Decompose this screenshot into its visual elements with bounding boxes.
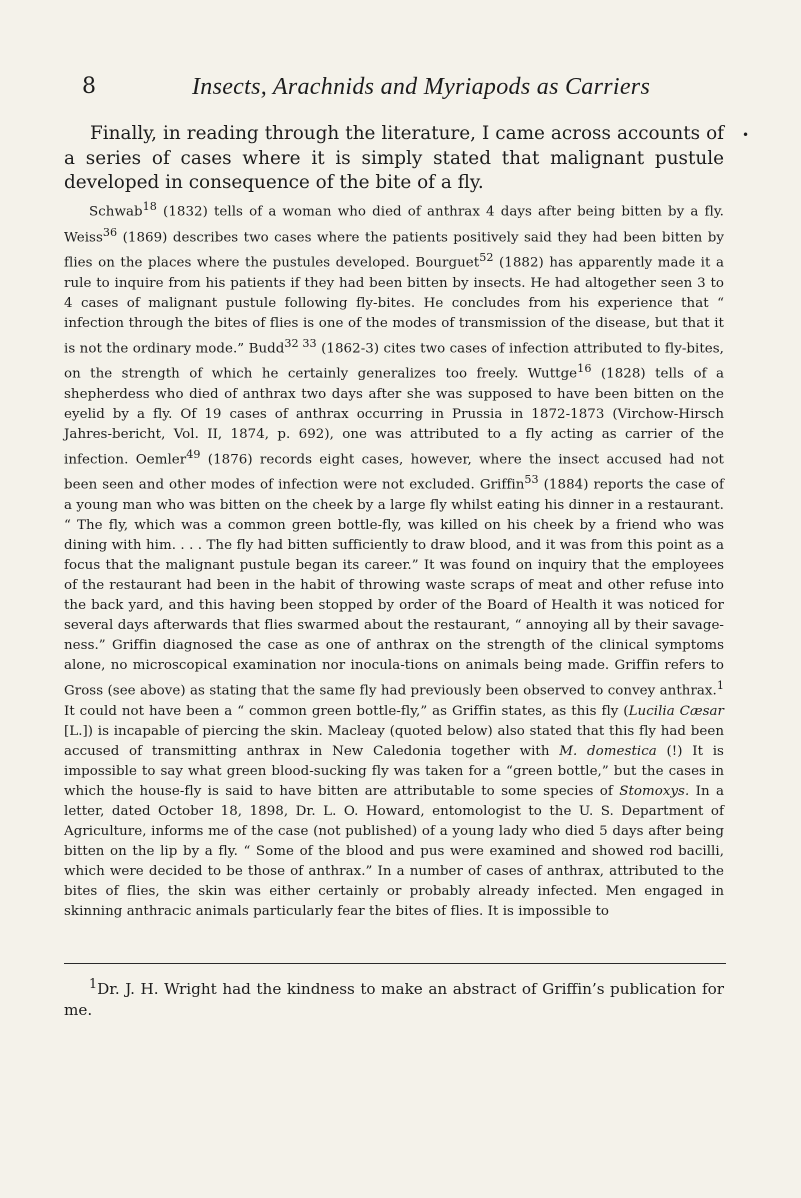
body-text: (1882) has apparently made it a rule to inquire from his patients if they had been bitten by insects. He had altogether seen 3 to 4 cases of malignant pustule following fly-bites. He concludes from his experience that “ infection through the bites of flies is one of the modes of transmission of the disease, but that it is not the ordinary mode.” Budd: [64, 255, 724, 357]
body-text: (1828) tells of a shepherdess who died of anthrax two days after she was supposed to have been bitten on the eyelid by a fly. Of 19 cases of anthrax occurring in Prussia in 1872-1873 (Virchow-Hirsch Jahres-bericht, Vol. II, 1874, p. 692), one was attributed to a fly acting as carrier of the infection. Oemler: [64, 366, 724, 468]
body-text: (1862-3) cites two cases of infection attributed to fly-bites, on the strength of which he certainly generalizes too freely. Wuttge: [64, 341, 724, 382]
body-text: (1884) reports the case of a young man who was bitten on the cheek by a large fly whilst eating his dinner in a restaurant. “ The fly, which was a common green bottle-fly, was killed on his cheek by a friend who was dining with him. . . . The fly had bitten sufficiently to draw blood, and it was from this point as a focus that the malignant pustule began its career.” It was found on inquiry that the employees of the restaurant had been in the habit of throwing waste scraps of meat and other refuse into the back yard, and this having been stopped by order of the Board of Health it was noticed for several days afterwards that flies swarmed about the restaurant, “ annoying all by their savage-ness.” Griffin diagnosed the case as one of anthrax on the strength of the clinical symptoms alone, no microscopical examination nor inocula-tions on animals being made. Griffin refers to Gross (see above) as stating that the same fly had previously been observed to convey anthrax.: [64, 477, 725, 699]
body-text: (1832) tells of a woman who died of anthrax 4 days after being bitten by a fly. Weiss: [64, 204, 724, 245]
body-text: [L.]) is incapable of piercing the skin. Macleay (quoted below) also stated that this fly had been accused of transmitting anthrax in New Caledonia together with: [64, 723, 724, 759]
species-name: Lucilia Cæsar: [628, 703, 725, 719]
footnote-divider: [64, 963, 726, 964]
running-title: Insects, Arachnids and Myriapods as Carriers: [192, 74, 651, 100]
species-name: M. domestica: [559, 743, 657, 759]
footnote: [64, 973, 724, 1021]
body-text: (!) It is impossible to say what green blood-sucking fly was taken for a “green bottle,” but the cases in which the house-fly is said to have bitten are attributable to some species of: [64, 743, 724, 800]
body-text: (1869) describes two cases where the patients positively said they had been bitten by flies on the places where the pustules developed. Bourguet: [64, 229, 724, 271]
body-text: In a letter, dated October 18, 1898, Dr. L. O. Howard, entomologist to the U. S. Department of Agriculture, informs me of the case (not published) of a young lady who died 5 days after being bitten on the lip by a fly. “ Some of the blood and pus were examined and showed rod bacilli, which were decided to be those of anthrax.” In a number of cases of anthrax, attributed to the bites of flies, the skin was either certainly or probably already infected. Men engaged in skinning anthracic animals particularly fear the bites of flies. It is impossible to: [64, 784, 724, 920]
body-text: Schwab: [89, 204, 143, 220]
footnote-mark: 1: [89, 976, 98, 991]
reference-number: 32 33: [284, 336, 317, 350]
margin-mark: •: [742, 128, 750, 142]
genus-name: Stomoxys.: [619, 784, 690, 800]
body-text: It could not have been a “ common green bottle-fly,” as Griffin states, as this fly (: [64, 703, 629, 719]
body-paragraph: [64, 197, 724, 922]
reference-number: 36: [102, 225, 118, 239]
page-number: 8: [82, 74, 96, 99]
footnote-text: Dr. J. H. Wright had the kindness to make an abstract of Griffin’s publication for me.: [64, 980, 724, 1020]
reference-number: 16: [577, 362, 592, 376]
reference-number: 52: [479, 251, 494, 265]
reference-number: 18: [142, 200, 157, 213]
footnote-marker: 1: [716, 679, 724, 693]
page-header: [82, 74, 722, 104]
reference-number: 53: [524, 473, 539, 487]
intro-paragraph: Finally, in reading through the literature, I came across accounts of a series of cases where it is simply stated that malignant pustule developed in consequence of the bite of a fly.: [64, 123, 724, 193]
body-text: (1876) records eight cases, however, where the insect accused had not been seen and other modes of infection were not excluded. Griffin: [64, 452, 724, 493]
reference-number: 49: [186, 447, 201, 461]
